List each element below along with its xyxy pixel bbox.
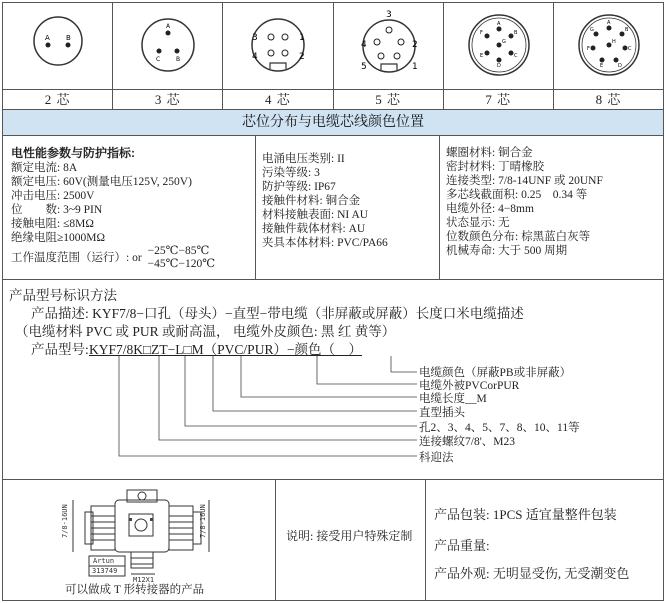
t-adapter-drawing-cell [3,480,276,600]
spec-item: 位 数: 3~9 PIN [11,204,103,216]
pin-count-label: 3 芯 [113,89,222,109]
spec-item: 冲击电压: 2500V [11,190,95,202]
pin-mark: E [599,63,604,69]
connector-4pin-diagram [223,3,333,91]
pin-count-label: 4 芯 [223,89,332,109]
dimension-text: 7/8-16UN [61,504,69,538]
bottom-section [2,480,664,601]
custom-order-note: 说明: 接受用户特殊定制 [286,529,413,543]
spec-item: 电缆外径: 4−8mm [446,203,534,215]
pin-mark: C [156,56,161,63]
pin-cell-8 [554,3,663,109]
cable-material-note: （电缆材料 PVC 或 PUR 或耐高温， 电缆外皮颜色: 黑 红 黄等） [15,324,396,339]
spec-item: 连接类型: 7/8-14UNF 或 20UNF [446,175,603,187]
connector-2pin-diagram [3,3,113,91]
pin-cell-7 [444,3,554,109]
spec-item: 防护等级: IP67 [262,181,336,193]
pin-mark: A [166,23,171,30]
temperature-range-row [11,245,249,271]
pin-count-label: 7 芯 [444,89,553,109]
model-section-title: 产品型号标识方法 [9,288,117,303]
temperature-high: −25℃−85℃ [147,245,210,257]
pin-mark: A [45,34,50,42]
spec-item: 状态显示: 无 [446,217,510,229]
pin-mark: C [627,46,632,52]
pin-mark: F [586,46,590,52]
connector-5pin-diagram [334,3,444,91]
connector-3pin-diagram [113,3,223,91]
spec-item: 位数颜色分布: 棕黑蓝白灰等 [446,231,591,243]
spec-item: 绝缘电阻≥1000MΩ [11,232,106,244]
spec-item: 污染等级: 3 [262,167,320,179]
spec-heading: 电性能参数与防护指标: [11,146,135,160]
pin-mark: 3 [252,33,259,43]
pin-mark: B [176,56,181,63]
pin-mark: 2 [411,40,418,50]
code-label-cable-jacket: 电缆外被PVCorPUR [419,380,520,392]
spec-table [2,136,664,280]
connector-7pin-diagram [444,3,554,91]
pin-mark: E [479,53,483,59]
pin-mark: 5 [360,62,367,72]
drawing-label-number: 313749 [92,567,118,575]
spec-item: 螺圈材料: 铜合金 [446,147,533,159]
pin-count-label: 8 芯 [554,89,663,109]
code-label-straight-plug: 直型插头 [419,407,465,419]
pin-mark: D [617,63,622,69]
drawing-label-text: Artun [93,557,115,565]
pin-mark: G [589,27,594,33]
pin-layout-table [2,2,664,110]
code-label-cable-color: 电缆颜色（屏蔽PB或非屏蔽） [419,367,572,379]
custom-note-cell [276,480,426,600]
pin-count-label: 5 芯 [334,89,443,109]
pin-mark: 2 [299,52,306,62]
packaging-cell [426,480,663,600]
model-code-label: 产品型号: [31,342,89,357]
spec-item: 接触件载体材料: AU [262,223,366,235]
weight-info: 产品重量: [434,538,490,553]
thread-size-text: M12X1 [133,576,155,584]
model-code: KYF7/8K□ZT−L□M（PVC/PUR）−颜色（ ） [89,342,363,357]
code-label-cable-length: 电缆长度__M [419,393,487,405]
spec-column-mechanical [440,136,663,279]
spec-column-materials [256,136,440,279]
pin-mark: 4 [252,52,259,62]
pin-mark: B [624,27,629,33]
appearance-info: 产品外观: 无明显受伤, 无受潮变色 [434,566,630,581]
model-code-leader-lines [3,280,665,480]
dimension-text: 7/8-16UN [199,504,207,538]
spec-item: 材料接触表面: NI AU [262,209,369,221]
pin-mark: 4 [360,40,367,50]
packaging-info: 产品包装: 1PCS 适宜量整件包装 [434,507,617,522]
spec-item: 密封材料: 丁晴橡胶 [446,161,545,173]
pin-mark: G [501,39,506,45]
pin-mark: C [513,53,518,59]
pin-cell-3 [113,3,223,109]
pin-cell-5 [334,3,444,109]
pin-mark: B [66,34,71,42]
spec-item: 接触电阻: ≤8MΩ [11,218,94,230]
drawing-caption: 可以做成 T 形转接器的产品 [65,584,205,596]
pin-count-label: 2 芯 [3,89,112,109]
connector-8pin-diagram [554,3,664,91]
spec-item: 电涌电压类别: II [262,153,345,165]
temperature-low: −45℃−120℃ [147,258,216,270]
pin-mark: B [513,30,518,36]
pin-cell-4 [223,3,333,109]
spec-item: 接触件材料: 铜合金 [262,195,361,207]
pin-cell-2 [3,3,113,109]
spec-item: 机械寿命: 大于 500 周期 [446,245,568,257]
temperature-label: 工作温度范围（运行）: or [11,252,142,264]
model-code-section [2,280,664,480]
pin-mark: A [496,21,501,27]
pin-mark: A [606,20,611,26]
spec-item: 夹具本体材料: PVC/PA66 [262,237,388,249]
code-label-thread: 连接螺纹7/8'、M23 [419,436,515,448]
temperature-values [148,245,215,271]
pin-mark: 1 [299,33,306,43]
section-title-band: 芯位分布与电缆芯线颜色位置 [2,110,664,136]
spec-item: 额定电流: 8A [11,162,78,174]
pin-mark: 1 [411,62,418,72]
spec-column-electrical [3,136,256,279]
pin-mark: D [496,63,501,69]
pin-mark: F [479,30,483,36]
code-label-hole-count: 孔2、3、4、5、7、8、10、11等 [419,422,580,434]
pin-mark: 3 [385,10,392,20]
product-description: 产品描述: KYF7/8−口孔（母头）−直型−带电缆（非屏蔽或屏蔽）长度口米电缆描述 [31,306,524,321]
code-label-brand: 科迎法 [419,452,454,464]
spec-item: 额定电压: 60V(测量电压125V, 250V) [11,176,192,188]
spec-item: 多芯线截面积: 0.25 0.34 等 [446,189,588,201]
pin-mark: H [611,39,616,45]
